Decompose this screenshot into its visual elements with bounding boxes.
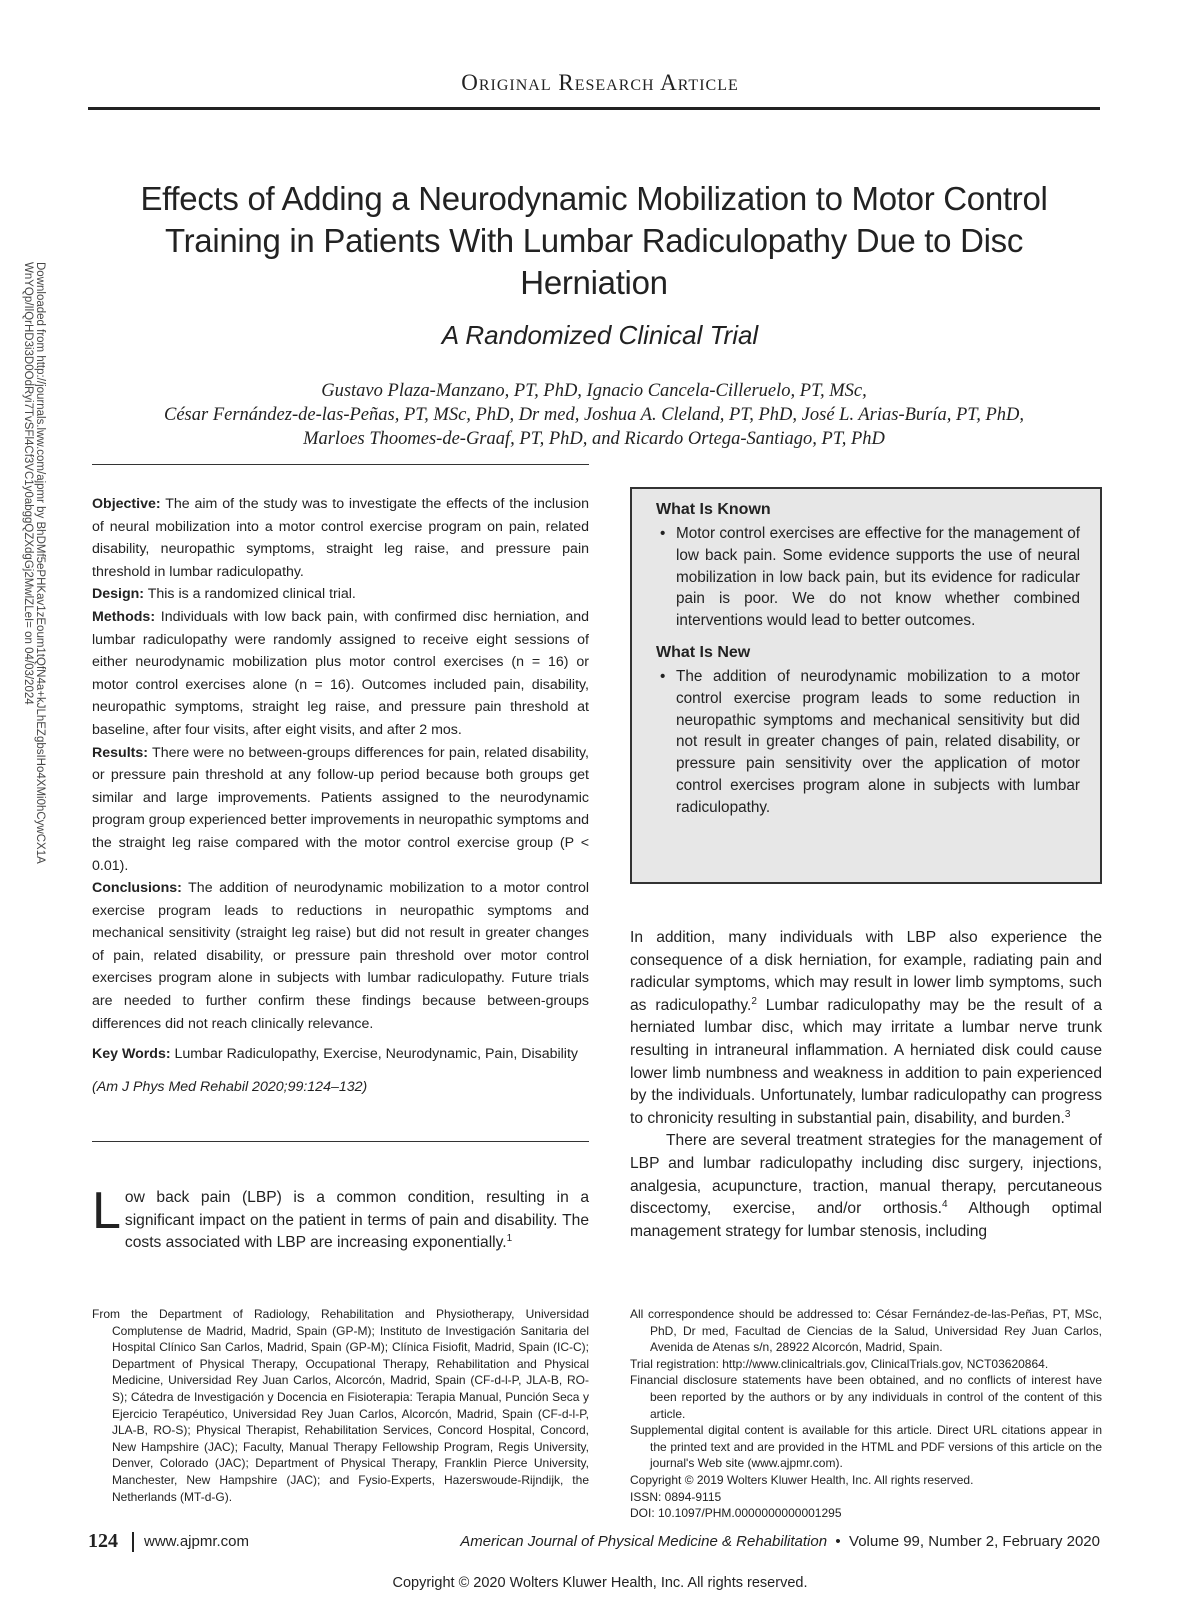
- reference-link[interactable]: 2: [751, 995, 757, 1007]
- authors-line1: Gustavo Plaza-Manzano, PT, PhD, Ignacio Cancela-Cilleruelo, PT, MSc,: [321, 381, 867, 401]
- body-text-right: [630, 927, 1102, 1243]
- abstract-results: Results: There were no between-groups differences for pain, related disability, or pressure pain threshold at any follow-up period because both groups get similar and large improvements. Patients assigned to the neurodynamic program group experienced better improvements in neuropathic symptoms and the straight leg raise compared with the motor control exercise group (P < 0.01).: [92, 744, 589, 874]
- reference-link[interactable]: 4: [941, 1198, 948, 1210]
- what-is-new-text: The addition of neurodynamic mobilization to a motor control exercise program leads to some reduction in neuropathic symptoms and mechanical sensitivity but did not result in greater changes of pain, related disability, or pressure pain sensitivity over the application of motor control exercises program alone in subjects with lumbar radiculopathy.: [676, 667, 1080, 816]
- authors-line2: César Fernández-de-las-Peñas, PT, MSc, PhD, Dr med, Joshua A. Cleland, PT, PhD, José L. Arias-Buría, PT, PhD,: [164, 405, 1024, 425]
- article-title-line2: Training in Patients With Lumbar Radiculopathy Due to Disc: [164, 222, 1024, 259]
- key-points-box: [630, 487, 1102, 884]
- download-stamp-line2: WnYQp/IlQrHD3i3D0OdRyi7TvSFl4Cf3VC1y0abggQZXdgGj2MwlZLeI= on 04/03/2024: [22, 262, 34, 705]
- copyright-note: Copyright © 2019 Wolters Kluwer Health, Inc. All rights reserved.: [630, 1472, 974, 1487]
- disclosure-note: Financial disclosure statements have been obtained, and no conflicts of interest have been reported by the authors or by any individuals in control of the content of this article.: [630, 1373, 1102, 1421]
- page-number: 124: [88, 1530, 118, 1552]
- header-rule: [88, 107, 1100, 110]
- authors-line3: Marloes Thoomes-de-Graaf, PT, PhD, and Ricardo Ortega-Santiago, PT, PhD: [303, 429, 885, 449]
- correspondence-note: All correspondence should be addressed to: César Fernández-de-las-Peñas, PT, MSc, PhD, Dr med, Facultad de Ciencias de la Salud, Universidad Rey Juan Carlos, Avenida de Atenas s/n, 28922 Alcorcón, Madrid, Spain.: [630, 1307, 1102, 1355]
- abstract: [92, 493, 589, 1098]
- article-footnotes: [630, 1306, 1102, 1522]
- bullet-icon: •: [660, 667, 666, 685]
- abstract-citation: (Am J Phys Med Rehabil 2020;99:124–132): [92, 1078, 368, 1095]
- abstract-conclusions: Conclusions: The addition of neurodynamic mobilization to a motor control exercise program leads to reductions in neuropathic symptoms and mechanical sensitivity (straight leg raise) but did not result in greater changes of pain, related disability, or pressure pain threshold over motor control exercises program alone in subjects with lumbar radiculopathy. Future trials are needed to further confirm these findings because between-groups differences did not reach clinically relevance.: [92, 880, 589, 1032]
- intro-text: ow back pain (LBP) is a common condition, resulting in a significant impact on the patient in terms of pain and disability. The costs associated with LBP are increasing exponentially.: [124, 1189, 589, 1252]
- abstract-top-rule: [92, 464, 589, 465]
- drop-cap: L: [92, 1182, 121, 1240]
- what-is-new-item: [656, 666, 1080, 819]
- abstract-bottom-rule: [92, 1141, 589, 1142]
- what-is-known-item: [656, 523, 1080, 632]
- abstract-design: Design: This is a randomized clinical trial.: [92, 586, 356, 603]
- body-paragraph: In addition, many individuals with LBP also experience the consequence of a disk herniation, for example, radiating pain and radicular symptoms, which may result in lower limb symptoms, such as radiculopathy.$^2$ Lumbar radiculopathy may be the result of a herniated lumbar disc, which may irritate a lumbar nerve trunk resulting in intraneural inflammation. A herniated disk could cause lower limb numbness and weakness in addition to pain experienced by the individuals. Unfortunately, lumbar radiculopathy can progress to chronicity resulting in substantial pain, disability, and burden.$^3$: [630, 929, 1103, 1127]
- what-is-new-heading: What Is New: [656, 643, 751, 661]
- reference-link[interactable]: 3: [1064, 1108, 1071, 1120]
- footer-divider: [132, 1532, 134, 1552]
- journal-volume: Volume 99, Number 2, February 2020: [849, 1533, 1100, 1550]
- journal-name: American Journal of Physical Medicine & Rehabilitation: [460, 1533, 828, 1550]
- download-stamp: [22, 262, 46, 982]
- doi-note: DOI: 10.1097/PHM.0000000000001295: [630, 1506, 842, 1521]
- journal-info: [460, 1533, 1100, 1550]
- abstract-methods: Methods: Individuals with low back pain, with confirmed disc herniation, and lumbar radiculopathy were randomly assigned to receive eight sessions of either neurodynamic mobilization plus motor control exercises (n = 16) or motor control exercises alone (n = 16). Outcomes included pain, disability, neuropathic symptoms, straight leg raise, and pressure pain threshold at baseline, after four visits, after eight visits, and after 2 mos.: [92, 608, 589, 738]
- abstract-keywords: Key Words: Lumbar Radiculopathy, Exercise, Neurodynamic, Pain, Disability: [92, 1046, 578, 1063]
- body-text-left: [92, 1182, 589, 1255]
- bullet-icon: •: [660, 525, 666, 542]
- article-subtitle: A Randomized Clinical Trial: [441, 320, 759, 350]
- trial-registration-note: Trial registration: http://www.clinicaltrials.gov, ClinicalTrials.gov, NCT03620864.: [630, 1356, 1049, 1371]
- article-title-line3: Herniation: [520, 264, 668, 301]
- copyright-bottom: Copyright © 2020 Wolters Kluwer Health, Inc. All rights reserved.: [392, 1575, 808, 1591]
- author-list: [88, 379, 1100, 451]
- download-stamp-line1: Downloaded from http://journals.lww.com/ajpmr by BhDMf5ePHKav1zEoum1tQfN4a+kJLhEZgbsIHo4XMi0hCywCX1A: [34, 262, 46, 864]
- article-title-line1: Effects of Adding a Neurodynamic Mobilization to Motor Control: [140, 180, 1048, 217]
- page-footer: [88, 1530, 1100, 1556]
- what-is-known-heading: What Is Known: [656, 501, 771, 518]
- supplemental-note: Supplemental digital content is available for this article. Direct URL citations appear in the printed text and are provided in the HTML and PDF versions of this article on the journal's Web site (www.ajpmr.com).: [630, 1423, 1102, 1471]
- what-is-known-text: Motor control exercises are effective for the management of low back pain. Some evidence supports the use of neural mobilization in low back pain, but its evidence for radicular pain is poor. We do not know whether combined interventions would lead to better outcomes.: [676, 525, 1080, 630]
- reference-link[interactable]: 1: [506, 1233, 513, 1244]
- article-type-heading: Original Research Article: [461, 70, 739, 95]
- abstract-objective: Objective: The aim of the study was to investigate the effects of the inclusion of neural mobilization into a motor control exercise program on pain, related disability, neuropathic symptoms, straight leg raise, and pressure pain threshold in lumbar radiculopathy.: [92, 496, 589, 580]
- affiliations-footnote: From the Department of Radiology, Rehabilitation and Physiotherapy, Universidad Complutense de Madrid, Madrid, Spain (GP-M); Instituto de Investigación Sanitaria del Hospital Clínico San Carlos, Madrid, Spain (GP-M); Clínica Fisiofit, Madrid, Spain (IC-C); Department of Physical Therapy, Occupational Therapy, Rehabilitation and Physical Medicine, Universidad Rey Juan Carlos, Alcorcón, Madrid, Spain (CF-d-l-P, JLA-B, RO-S); Cátedra de Investigación y Docencia en Fisioterapia: Terapia Manual, Punción Seca y Ejercicio Terapéutico, Universidad Rey Juan Carlos, Alcorcón, Madrid, Spain (CF-d-l-P, JLA-B, RO-S); Physical Therapist, Rehabilitation Services, Concord Hospital, Concord, New Hampshire (JAC); Faculty, Manual Therapy Fellowship Program, Regis University, Denver, Colorado (JAC); Department of Physical Therapy, Franklin Pierce University, Manchester, New Hampshire (JAC); and Fysio-Experts, Hazerswoude-Rijndijk, the Netherlands (MT-d-G).: [92, 1307, 589, 1504]
- footer-bullet: •: [835, 1533, 841, 1550]
- issn-note: ISSN: 0894-9115: [630, 1489, 722, 1504]
- journal-website-link[interactable]: www.ajpmr.com: [144, 1533, 250, 1550]
- body-paragraph: There are several treatment strategies for the management of LBP and lumbar radiculopathy including disc surgery, injections, analgesia, acupuncture, traction, manual therapy, percutaneous discectomy, exercise, and/or orthosis.$^4$ Although optimal management strategy for lumbar stenosis, including: [630, 1132, 1102, 1240]
- article-title: [88, 178, 1100, 304]
